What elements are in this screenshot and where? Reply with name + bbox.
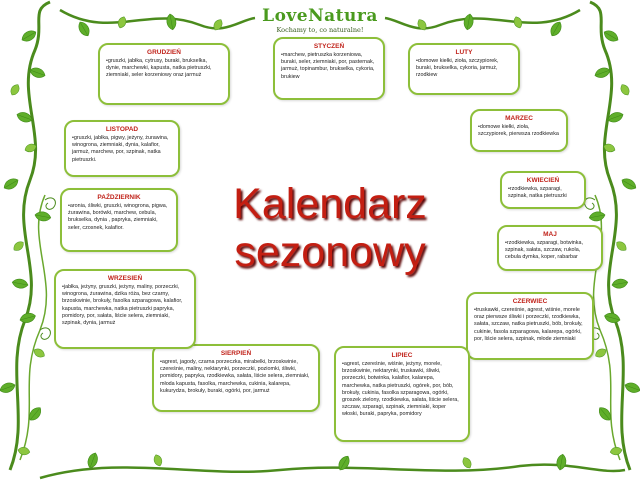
- month-name: LIPIEC: [391, 352, 413, 359]
- month-name: KWIECIEŃ: [526, 177, 560, 184]
- month-card-pazdziernik: PAŹDZIERNIK •aronia, śliwki, gruszki, winogrona, pigwa, żurawina, borówki, marchew, cebula, brukselka, dynia , papryka, ziemniaki, seler, czosnek, kalafior.: [60, 188, 178, 252]
- month-produce-list: marchew, pietruszka korzeniowa, buraki, seler, ziemniaki, por, pasternak, jarmuż, topinambur, brukselka, cykoria, brukiew: [281, 52, 375, 80]
- month-name: WRZESIEŃ: [107, 275, 143, 282]
- month-card-lipiec: LIPIEC •agrest, czereśnie, wiśnie, jeżyny, morele, brzoskwinie, nektarynki, truskawki, śliwki, porzeczki, botwinka, kalafior, kalarepa, marchewka, natka pietruszki, ogórek, por, bób, brokuły, cukinia, fasolka szparagowa, ogórki, groszek zielony, rzodkiewka, sałata, liście selera, szczaw, szparagi, szpinak, ziemniaki, koper włoski, buraki, papryka, pomidory: [334, 346, 470, 442]
- month-name: LISTOPAD: [105, 126, 139, 133]
- month-card-kwiecien: KWIECIEŃ •rzodkiewka, szparagi, szpinak, natka pietruszki: [500, 171, 586, 209]
- month-produce-list: gruszki, jabłka, pigwy, jeżyny, żurawina, winogrona, ziemniaki, dynia, kalafior, jarmuż, marchew, por, szpinak, natka pietruszki.: [72, 135, 169, 163]
- page-title-line2: sezonowy: [234, 228, 426, 276]
- page-title-line1: Kalendarz: [233, 180, 427, 228]
- month-card-styczen: STYCZEŃ •marchew, pietruszka korzeniowa, buraki, seler, ziemniaki, por, pasternak, jarmuż, topinambur, brukselka, cykoria, brukiew: [273, 37, 385, 100]
- month-card-grudzien: GRUDZIEŃ •gruszki, jabłka, cytrusy, buraki, brukselka, dynie, marchewki, kapusta, natka pietruszki, ziemniaki, seler korzeniowy oraz jarmuż: [98, 43, 230, 105]
- page-title: [215, 180, 445, 276]
- month-card-listopad: LISTOPAD •gruszki, jabłka, pigwy, jeżyny, żurawina, winogrona, ziemniaki, dynia, kalafior, jarmuż, marchew, por, szpinak, natka pietruszki.: [64, 120, 180, 177]
- month-name: GRUDZIEŃ: [147, 49, 181, 56]
- brand-name: LoveNatura: [262, 6, 378, 26]
- month-name: MAJ: [543, 231, 557, 238]
- month-card-luty: LUTY •domowe kiełki, zioła, szczypiorek, buraki, brukselka, cykoria, jarmuż, rzodkiew: [408, 43, 520, 95]
- month-name: MARZEC: [505, 115, 533, 122]
- month-name: SIERPIEŃ: [220, 350, 252, 357]
- month-produce-list: rzodkiewka, szparagi, szpinak, natka pietruszki: [508, 186, 567, 200]
- month-name: STYCZEŃ: [313, 43, 345, 50]
- month-name: LUTY: [455, 49, 473, 56]
- month-produce-list: rzodkiewka, szparagi, botwinka, szpinak, sałata, szczaw, rukola, cebula dymka, koper, rabarbar: [505, 240, 583, 261]
- brand-tagline: Kochamy to, co naturalne!: [276, 26, 364, 34]
- month-name: PAŹDZIERNIK: [97, 194, 141, 201]
- month-card-marzec: MARZEC •domowe kiełki, zioła, szczypiorek, pierwsza rzodkiewka: [470, 109, 568, 152]
- month-produce-list: aronia, śliwki, gruszki, winogrona, pigwa, żurawina, borówki, marchew, cebula, brukselka, dynia , papryka, ziemniaki, seler, czosnek, kalafior.: [68, 203, 168, 231]
- month-card-maj: MAJ •rzodkiewka, szparagi, botwinka, szpinak, sałata, szczaw, rukola, cebula dymka, koper, rabarbar: [497, 225, 603, 271]
- month-produce-list: gruszki, jabłka, cytrusy, buraki, brukselka, dynie, marchewki, kapusta, natka pietruszki, ziemniaki, seler korzeniowy oraz jarmuż: [106, 58, 212, 79]
- month-card-czerwiec: CZERWIEC •truskawki, czereśnie, agrest, wiśnie, morele oraz pierwsze śliwki i porzeczki, rzodkiewka, sałata, szczaw, natka pietruszki, bób, brokuły, cukinie, fasola szparagowa, kalarepa, ogórki, por, liście selera, szpinak, młode ziemniaki: [466, 292, 594, 360]
- month-produce-list: jabłka, jeżyny, gruszki, jeżyny, maliny, porzeczki, winogrona, żurawina, dzika róża, bez czarny, brzoskwinie, brokuły, fasolka szparagowa, kalafior, kapusta, marchewka, natka pietruszki papryka, pomidory, por, sałata, liście selera, ziemniaki, szpinak, dynia, jarmuż: [62, 284, 183, 327]
- month-name: CZERWIEC: [512, 298, 548, 305]
- month-produce-list: agrest, jagody, czarna porzeczka, mirabelki, brzoskwinie, czereśnie, maliny, nektarynki, porzeczki, poziomki, śliwki, pomidory, papryka, rzodkiewka, sałata, liście selera, ziemniaki, młoda kapusta, fasolka, marchewka, cukinia, kalarepa, kukurydza, brokuły, buraki, ogórki, por, jarmuż: [160, 359, 310, 394]
- month-produce-list: domowe kiełki, zioła, szczypiorek, buraki, brukselka, cykoria, jarmuż, rzodkiew: [416, 58, 499, 79]
- month-card-wrzesien: WRZESIEŃ •jabłka, jeżyny, gruszki, jeżyny, maliny, porzeczki, winogrona, żurawina, dzika róża, bez czarny, brzoskwinie, brokuły, fasolka szparagowa, kalafior, kapusta, marchewka, natka pietruszki papryka, pomidory, por, sałata, liście selera, ziemniaki, szpinak, dynia, jarmuż: [54, 269, 196, 349]
- brand-logo: [250, 6, 390, 35]
- month-produce-list: truskawki, czereśnie, agrest, wiśnie, morele oraz pierwsze śliwki i porzeczki, rzodkiewka, sałata, szczaw, natka pietruszki, bób, brokuły, cukinie, fasola szparagowa, kalarepa, ogórki, por, liście selera, szpinak, młode ziemniaki: [474, 307, 583, 342]
- month-produce-list: agrest, czereśnie, wiśnie, jeżyny, morele, brzoskwinie, nektarynki, truskawki, śliwki, porzeczki, botwinka, kalafior, kalarepa, marchewka, natka pietruszki, ogórek, por, bób, brokuły, cukinia, fasolka szparagowa, ogórki, groszek zielony, rzodkiewka, sałata, liście selera, szczaw, szparagi, szpinak, ziemniaki, koper włoski, buraki, papryka, pomidory: [342, 361, 459, 418]
- month-card-sierpien: SIERPIEŃ •agrest, jagody, czarna porzeczka, mirabelki, brzoskwinie, czereśnie, maliny, nektarynki, porzeczki, poziomki, śliwki, pomidory, papryka, rzodkiewka, sałata, liście selera, ziemniaki, młoda kapusta, fasolka, marchewka, cukinia, kalarepa, kukurydza, brokuły, buraki, ogórki, por, jarmuż: [152, 344, 320, 412]
- month-produce-list: domowe kiełki, zioła, szczypiorek, pierwsza rzodkiewka: [478, 124, 559, 138]
